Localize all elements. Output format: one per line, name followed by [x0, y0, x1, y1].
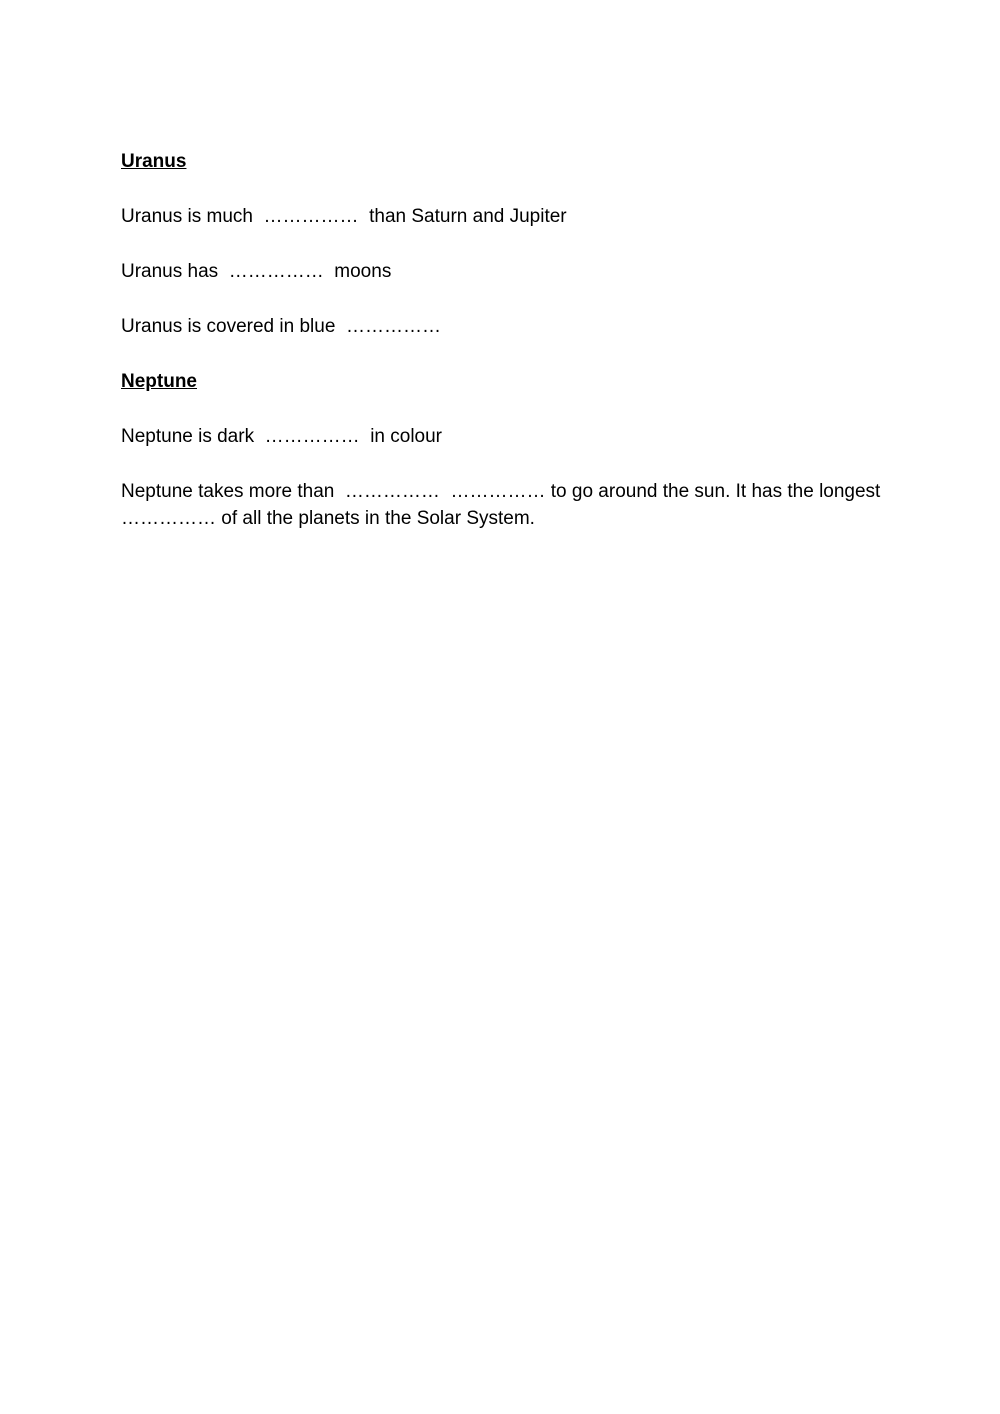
worksheet-content — [121, 148, 891, 532]
neptune-q1-text-after: in colour — [359, 426, 443, 447]
neptune-q2-blank-2[interactable]: …………… — [450, 481, 546, 502]
neptune-q2-text-3: of all the planets in the Solar System. — [216, 508, 535, 529]
neptune-heading: Neptune — [121, 371, 197, 392]
uranus-q2-text-before: Uranus has — [121, 261, 229, 282]
uranus-q2-blank[interactable]: …………… — [228, 261, 324, 282]
neptune-q1-blank[interactable]: …………… — [264, 426, 360, 447]
uranus-q3-text-before: Uranus is covered in blue — [121, 316, 346, 337]
uranus-q1-blank[interactable]: …………… — [263, 206, 359, 227]
uranus-q1-text-before: Uranus is much — [121, 206, 264, 227]
uranus-heading: Uranus — [121, 151, 187, 172]
neptune-q2-text-2: to go around the sun. It has the longest — [545, 481, 891, 502]
neptune-question-1 — [121, 423, 881, 450]
neptune-q2-text-1: Neptune takes more than — [121, 481, 345, 502]
neptune-q2-blank-1[interactable]: …………… — [344, 481, 440, 502]
uranus-q1-text-after: than Saturn and Jupiter — [358, 206, 567, 227]
neptune-q2-separator — [440, 481, 451, 502]
neptune-q1-text-before: Neptune is dark — [121, 426, 265, 447]
uranus-question-3 — [121, 313, 881, 340]
neptune-q2-blank-3[interactable]: …………… — [121, 508, 216, 529]
uranus-question-2 — [121, 258, 881, 285]
uranus-q3-blank[interactable]: …………… — [345, 316, 441, 337]
uranus-question-1 — [121, 203, 881, 230]
uranus-q2-text-after: moons — [323, 261, 392, 282]
neptune-question-2 — [121, 478, 891, 532]
